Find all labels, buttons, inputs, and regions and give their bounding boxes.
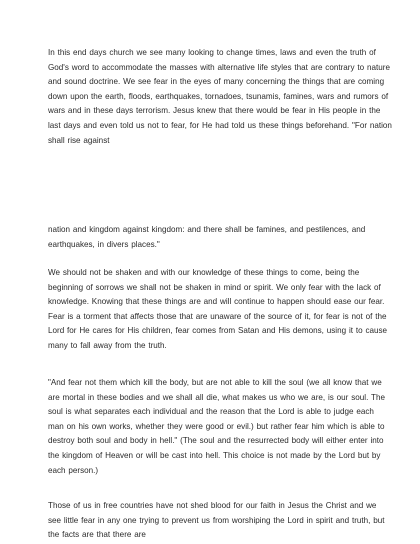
- body-paragraph: Those of us in free countries have not shed blood for our faith in Jesus the Christ and we see little fear in any one trying to prevent us from worshiping the Lord in spirit and truth, but the facts are that there are: [48, 501, 385, 540]
- body-paragraph: We should not be shaken and with our knowledge of these things to come, being the beginning of sorrows we shall not be shaken in mind or spirit. We only fear with the lack of knowledge. Knowing that these things are and will continue to happen should ease our fear. Fear is a torment that affects those that are unaware of the source of it, for fear is not of the Lord for He cares for His children, fear comes from Satan and His demons, using it to cause many to fall away from the truth.: [48, 268, 388, 350]
- body-paragraph: "And fear not them which kill the body, but are not able to kill the soul (we all know that we are mortal in these bodies and we shall all die, what makes us who we are, is our soul. The soul is what separates each individual and the reason that the Lord is able to judge each man on his own works, whether they were good or evil.) but rather fear him which is able to destroy both soul and body in hell." (The soul and the resurrected body will either enter into the kingdom of Heaven or will be cast into hell. This choice is not made by the Lord but by each person.): [48, 378, 385, 475]
- body-paragraph: In this end days church we see many looking to change times, laws and even the truth of God's word to accommodate the masses with alternative life styles that are contrary to nature and sound doctrine. We see fear in the eyes of many concerning the things that are coming down upon the earth, floods, earthquakes, tornadoes, tsunamis, famines, wars and rumors of wars and in these days terrorism. Jesus knew that there would be fear in His people in the last days and even told us not to fear, for He had told us these things beforehand. "For nation shall rise against: [48, 48, 392, 145]
- body-paragraph: nation and kingdom against kingdom: and there shall be famines, and pestilences, and earthquakes, in divers places.": [48, 225, 366, 249]
